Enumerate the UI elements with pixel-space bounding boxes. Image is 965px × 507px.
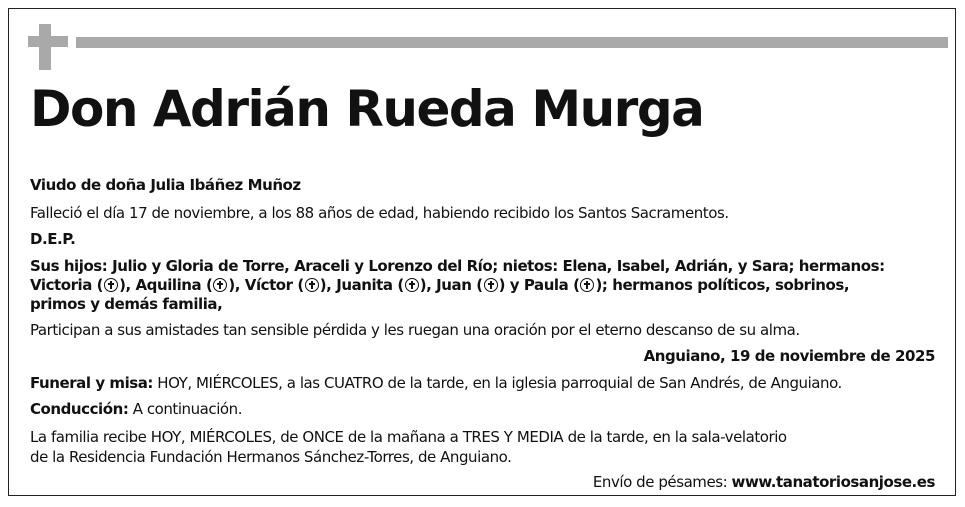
deceased-name: Don Adrián Rueda Murga	[30, 80, 704, 138]
condolences-label: Envío de pésames:	[592, 473, 732, 491]
receive-line-2: de la Residencia Fundación Hermanos Sánchez-Torres, de Anguiano.	[30, 448, 512, 466]
condolences-line	[593, 472, 935, 492]
family-line-3: primos y demás familia,	[30, 295, 223, 313]
rip-line: D.E.P.	[30, 230, 76, 248]
conduction-line	[30, 399, 242, 419]
cross-circle-icon	[305, 278, 319, 292]
participation-line: Participan a sus amistades tan sensible pérdida y les ruegan una oración por el eterno descanso de su alma.	[30, 321, 800, 339]
conduction-text: A continuación.	[128, 400, 243, 418]
family-line-2: Victoria ( ), Aquilina ( ), Víctor ( ), Juanita ( ), Juan ( ) y Paula ( ); hermanos políticos, sobrinos,	[30, 276, 850, 294]
death-line: Falleció el día 17 de noviembre, a los 88 años de edad, habiendo recibido los Santos Sacramentos.	[30, 204, 729, 222]
header-rule	[76, 37, 948, 48]
funeral-line	[30, 373, 842, 393]
receive-line-1: La familia recibe HOY, MIÉRCOLES, de ONCE de la mañana a TRES Y MEDIA de la tarde, en la sala-velatorio	[30, 428, 787, 446]
cross-circle-icon	[484, 278, 498, 292]
widow-line: Viudo de doña Julia Ibáñez Muñoz	[30, 176, 301, 194]
cross-circle-icon	[580, 278, 594, 292]
conduction-label: Conducción:	[30, 400, 129, 418]
funeral-label: Funeral y misa:	[30, 374, 153, 392]
condolences-link[interactable]: www.tanatoriosanjose.es	[731, 473, 935, 491]
cross-circle-icon	[213, 278, 227, 292]
cross-circle-icon	[104, 278, 118, 292]
place-date: Anguiano, 19 de noviembre de 2025	[643, 347, 935, 365]
cross-circle-icon	[405, 278, 419, 292]
funeral-text: HOY, MIÉRCOLES, a las CUATRO de la tarde, en la iglesia parroquial de San Andrés, de Anguiano.	[152, 374, 842, 392]
family-line-1: Sus hijos: Julio y Gloria de Torre, Araceli y Lorenzo del Río; nietos: Elena, Isabel, Adrián, y Sara; hermanos:	[30, 257, 885, 275]
